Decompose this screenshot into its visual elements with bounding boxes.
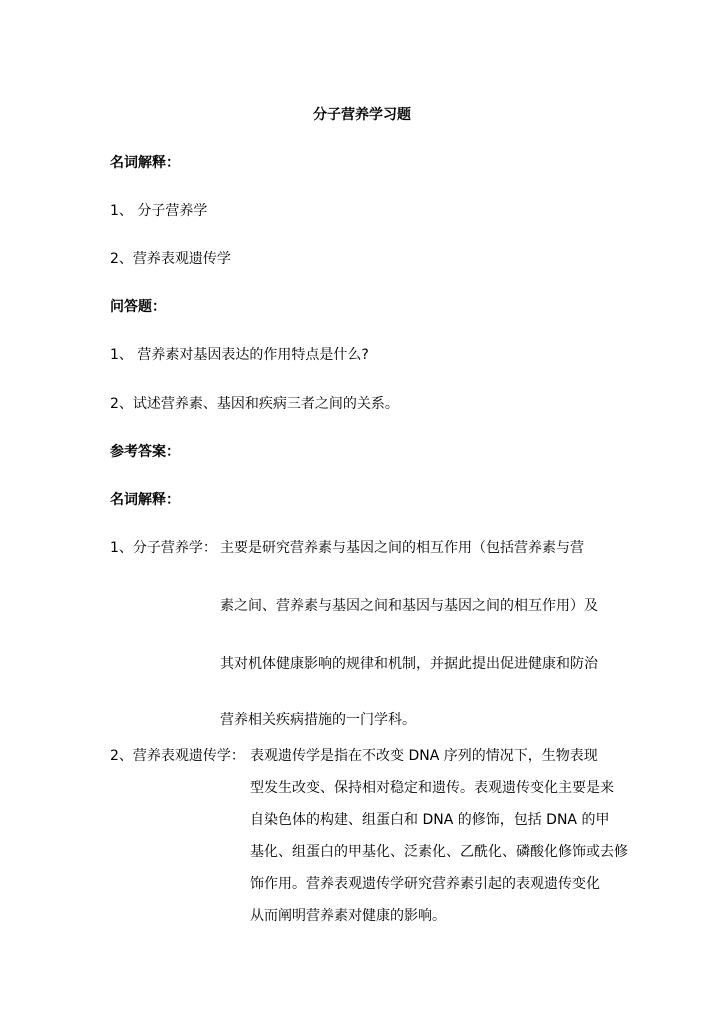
answer-1-line: 主要是研究营养素与基因之间的相互作用（包括营养素与营 — [220, 540, 584, 556]
question-item-1: 1、 营养素对基因表达的作用特点是什么? — [110, 347, 369, 363]
section-heading-questions: 问答题： — [110, 299, 166, 315]
answer-2-line: 自染色体的构建、组蛋白和 DNA 的修饰，包括 DNA 的甲 — [250, 812, 610, 828]
section-heading-terms-answers: 名词解释： — [110, 492, 180, 508]
question-item-2: 2、试述营养素、基因和疾病三者之间的关系。 — [110, 396, 399, 412]
answer-2-line: 表观遗传学是指在不改变 DNA 序列的情况下，生物表现 — [250, 748, 598, 764]
answer-2-line: 饰作用。营养表观遗传学研究营养素引起的表观遗传变化 — [250, 876, 600, 892]
answer-1-label: 1、分子营养学： — [110, 540, 217, 556]
answer-2-label: 2、营养表观遗传学： — [110, 748, 245, 764]
answer-2-line: 基化、组蛋白的甲基化、泛素化、乙酰化、磷酸化修饰或去修 — [250, 844, 628, 860]
term-item-2: 2、营养表观遗传学 — [110, 251, 231, 267]
page-title: 分子营养学习题 — [313, 107, 411, 123]
answer-2-line: 从而阐明营养素对健康的影响。 — [250, 908, 446, 924]
term-item-1: 1、 分子营养学 — [110, 203, 208, 219]
section-heading-terms: 名词解释： — [110, 155, 180, 171]
answer-1-line: 营养相关疾病措施的一门学科。 — [220, 712, 416, 728]
answer-1-line: 素之间、营养素与基因之间和基因与基因之间的相互作用）及 — [220, 598, 598, 614]
answer-1-line: 其对机体健康影响的规律和机制，并据此提出促进健康和防治 — [220, 656, 598, 672]
answer-2-line: 型发生改变、保持相对稳定和遗传。表观遗传变化主要是来 — [250, 780, 614, 796]
section-heading-answers: 参考答案： — [110, 444, 180, 460]
